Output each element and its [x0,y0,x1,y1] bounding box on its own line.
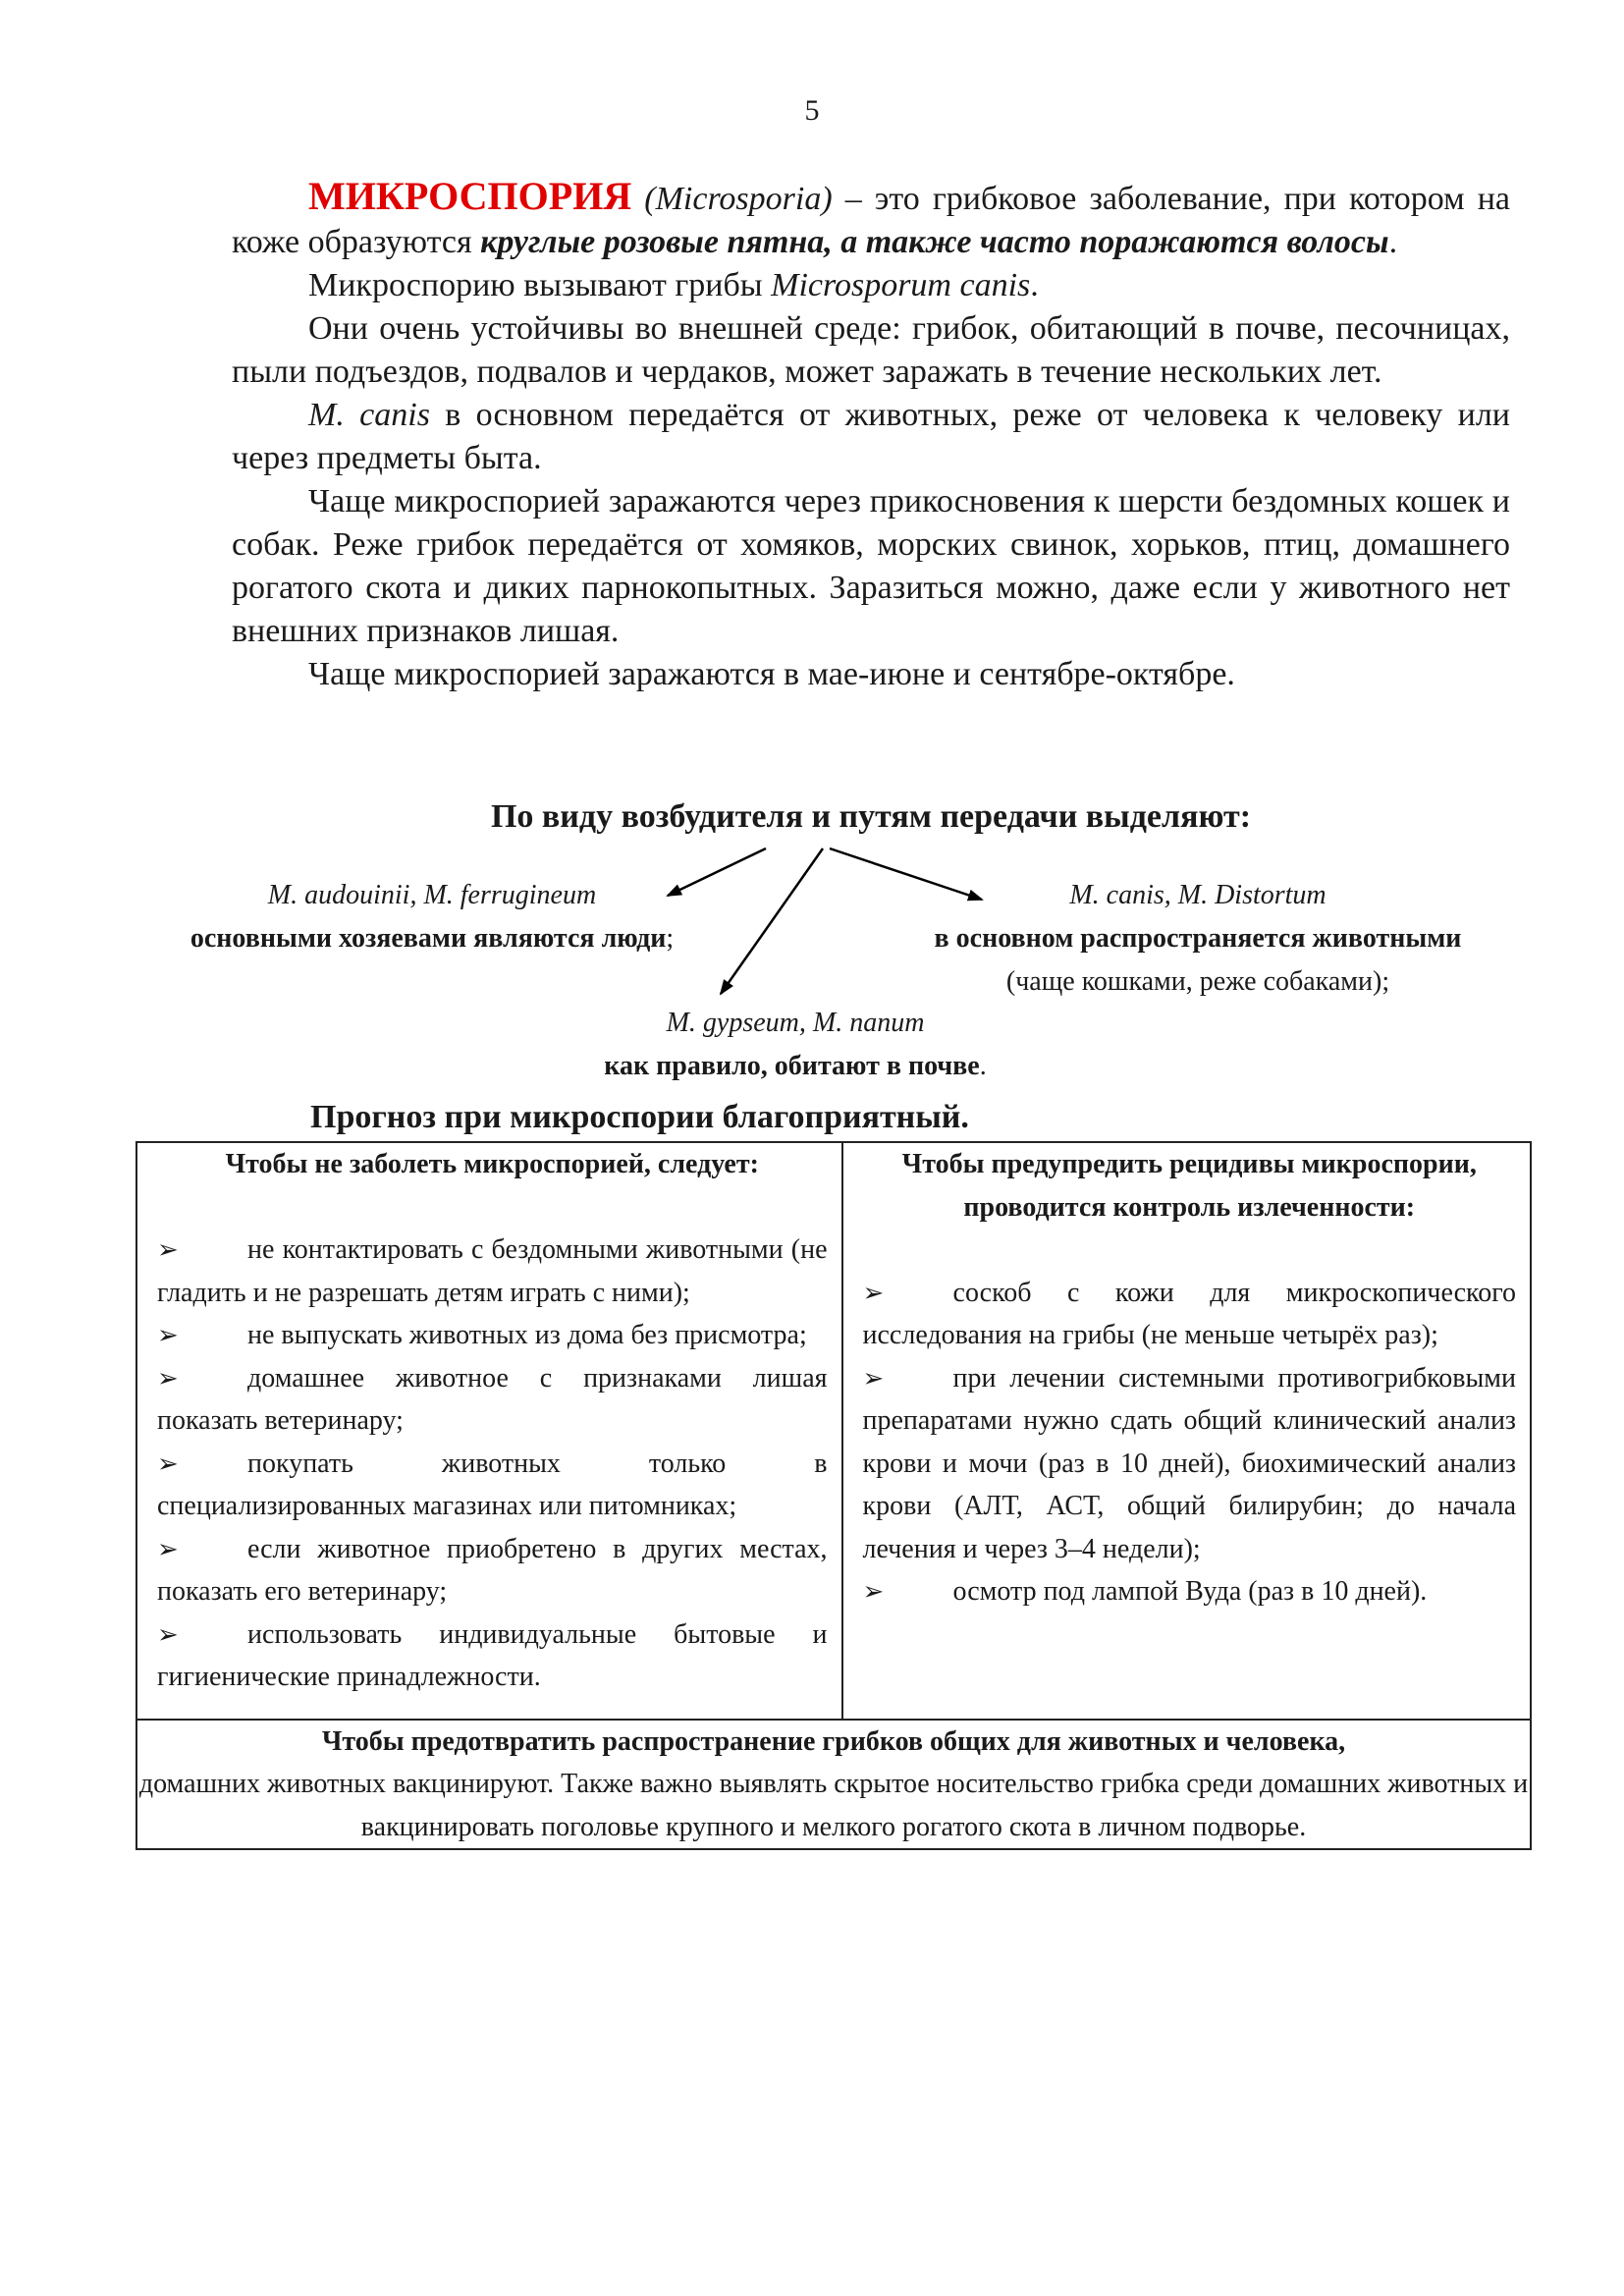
bullet-arrow-icon: ➢ [862,1278,885,1307]
classification-right [854,874,1542,1004]
page-number: 5 [804,94,820,127]
bullet-arrow-icon: ➢ [862,1363,885,1393]
list-item [863,1570,1516,1613]
recommendations-table [135,1141,1532,1850]
disease-title: МИКРОСПОРИЯ [308,174,632,218]
relapse-header: Чтобы предупредить рецидивы микроспории, проводится контроль излеченности: [901,1149,1477,1223]
list-item-text: если животное приобретено в других местах, показать его ветеринару; [157,1533,828,1607]
pathogen-paragraph: Микроспорию вызывают грибы Microsporum canis. [308,267,1039,303]
infection-paragraph: Чаще микроспорией заражаются через прикосновения к шерсти бездомных кошек и собак. Реже грибок передаётся от хомяков, морских свинок, хорьков, птиц, домашнего рогатого скота и диких парнокопытных. Заразиться можно, даже если у животного нет внешних признаков лишая. [232,483,1510,649]
list-item [863,1272,1516,1357]
bullet-arrow-icon: ➢ [157,1235,179,1264]
bullet-arrow-icon: ➢ [157,1534,179,1563]
list-item [157,1528,828,1613]
right-species: M. canis, M. Distortum [1069,880,1326,910]
resistance-paragraph: Они очень устойчивы во внешней среде: грибок, обитающий в почве, песочницах, пыли подъездов, подвалов и чердаков, может заражать в течение нескольких лет. [232,310,1510,390]
pathogen-species: Microsporum canis [771,267,1031,303]
list-item-text: не выпускать животных из дома без присмотра; [247,1320,807,1350]
list-item-text: соскоб с кожи для микроскопического исследования на грибы (не меньше четырёх раз); [862,1277,1516,1350]
prognosis-heading: Прогноз при микроспории благоприятный. [310,1099,969,1135]
transmission-paragraph: M. canis в основном передаётся от животных, реже от человека к человеку или через предметы быта. [232,397,1510,476]
relapse-control-cell [842,1142,1531,1720]
table-row [136,1720,1531,1850]
list-item [157,1357,828,1443]
table-row [136,1142,1531,1720]
bottom-description: как правило, обитают в почве [604,1051,980,1081]
prevention-list [157,1229,828,1699]
relapse-control-list [863,1272,1516,1613]
bullet-arrow-icon: ➢ [157,1321,179,1349]
classification-bottom: M. gypseum, M. nanum как правило, обитают в почве. [511,1002,1080,1088]
right-note: (чаще кошками, реже собаками); [1005,966,1390,997]
list-item-text: использовать индивидуальные бытовые и гигиенические принадлежности. [157,1618,828,1692]
bullet-arrow-icon: ➢ [157,1449,179,1478]
prevention-header: Чтобы не заболеть микроспорией, следует: [225,1149,759,1179]
vaccination-text: домашних животных вакцинируют. Также важно выявлять скрытое носительство грибка среди домашних животных и вакцинировать поголовье крупного и мелкого рогатого скота в личном подворье. [138,1769,1529,1842]
list-item-text: домашнее животное с признаками лишая показать ветеринару; [157,1362,828,1436]
right-description: в основном распространяется животными [934,923,1462,954]
list-item-text: покупать животных только в специализированных магазинах или питомниках; [157,1448,828,1521]
classification-heading: По виду возбудителя и путям передачи выделяют: [490,798,1252,835]
season-paragraph: Чаще микроспорией заражаются в мае-июне и сентябре-октябре. [308,656,1235,692]
bullet-arrow-icon: ➢ [862,1577,885,1606]
bullet-arrow-icon: ➢ [157,1619,179,1649]
classification-left: M. audouinii, M. ferrugineum основными хозяевами являются люди; [118,874,746,960]
vaccination-header: Чтобы предотвратить распространение грибков общих для животных и человека, [321,1725,1346,1757]
list-item [157,1443,828,1528]
left-species: M. audouinii, M. ferrugineum [267,880,597,910]
list-item-text: не контактировать с бездомными животными (не гладить и не разрешать детям играть с ними); [157,1234,828,1308]
list-item [157,1229,828,1314]
intro-text: – это грибковое заболевание, при котором на коже образуются [232,181,1511,260]
list-item [157,1314,828,1357]
list-item-text: при лечении системными противогрибковыми препаратами нужно сдать общий клинический анализ крови и мочи (раз в 10 дней), биохимический анализ крови (АЛТ, АСТ, общий билирубин; до начала лечения и через 3–4 недели); [862,1362,1516,1564]
list-item [863,1357,1516,1571]
intro-paragraph: МИКРОСПОРИЯ (Microsporia) – это грибковое заболевание, при котором на коже образуются круглые розовые пятна, а также часто поражаются волосы. [232,174,1511,260]
bottom-species: M. gypseum, M. nanum [666,1008,925,1038]
bullet-arrow-icon: ➢ [157,1363,179,1393]
list-item-text: осмотр под лампой Вуда (раз в 10 дней). [952,1576,1428,1607]
list-item [157,1613,828,1699]
latin-name: (Microsporia) [644,181,833,217]
prevention-cell [136,1142,842,1720]
left-description: основными хозяевами являются люди [189,923,667,954]
vaccination-cell [136,1720,1531,1850]
intro-emphasis: круглые розовые пятна, а также часто поражаются волосы [480,224,1389,260]
